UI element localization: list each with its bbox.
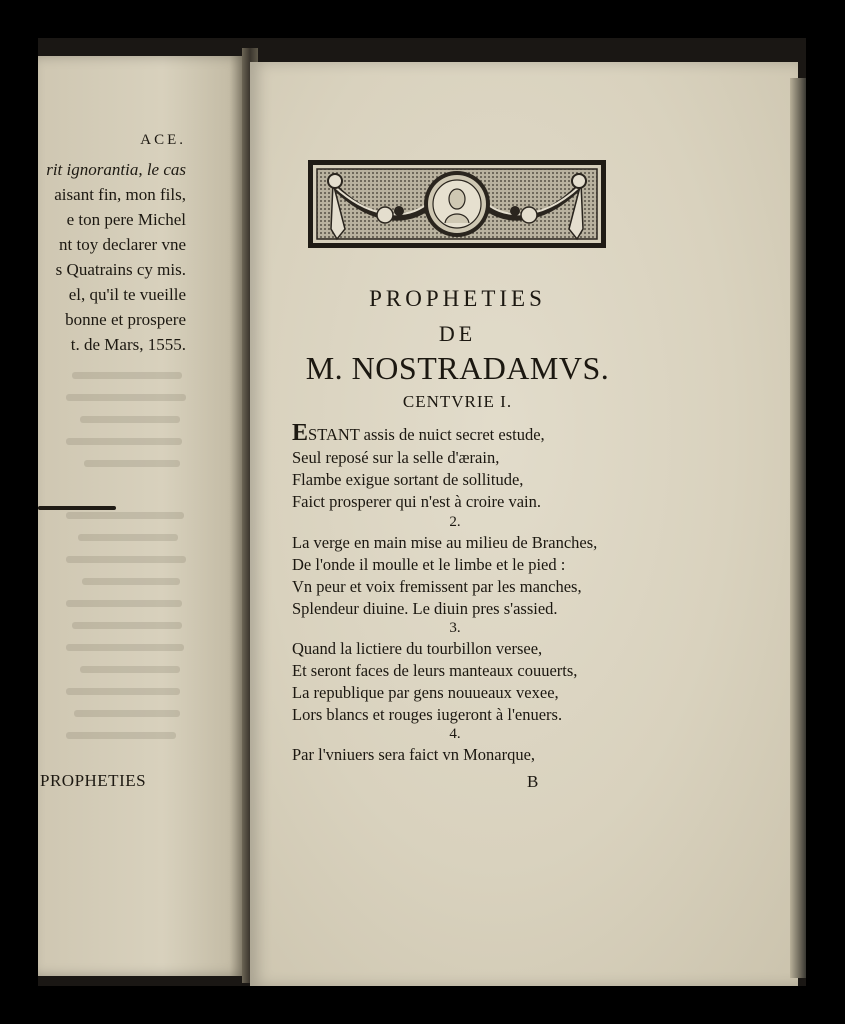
- verse-line-text: STANT assis de nuict secret estude,: [308, 425, 545, 444]
- verse-line: Quand la lictiere du tourbillon versee,: [292, 639, 543, 658]
- quatrain-number: 4.: [449, 726, 461, 742]
- verse-line: Splendeur diuine. Le diuin pres s'assied.: [292, 599, 558, 618]
- left-line-7: bonne et prospere: [65, 310, 186, 329]
- verse-line: Lors blancs et rouges iugeront à l'enuers.: [292, 705, 563, 724]
- title-propheties: PROPHETIES: [369, 286, 546, 311]
- left-page-text: [38, 130, 196, 530]
- left-line-8: t. de Mars, 1555.: [70, 335, 186, 354]
- ornamental-headpiece: [307, 159, 607, 249]
- page-edge: [790, 78, 806, 978]
- quatrain-number: 3.: [449, 620, 461, 636]
- left-line-5: s Quatrains cy mis.: [55, 260, 186, 279]
- signature-mark: B: [527, 772, 539, 791]
- verse-line: La republique par gens nouueaux vexee,: [292, 683, 559, 702]
- quatrain-number: 2.: [449, 514, 461, 530]
- left-line-1: rit ignorantia, le cas: [46, 160, 186, 179]
- left-line-2: aisant fin, mon fils,: [54, 185, 186, 204]
- centurie-heading: CENTVRIE I.: [402, 392, 513, 411]
- drop-cap: E: [292, 420, 309, 446]
- verse-line: Faict prosperer qui n'est à croire vain.: [292, 492, 542, 511]
- verse-line: La verge en main mise au milieu de Branches,: [292, 533, 598, 552]
- left-line-4: nt toy declarer vne: [59, 235, 186, 254]
- left-page-header: ACE.: [140, 132, 186, 148]
- verse-line: De l'onde il moulle et le limbe et le pied :: [292, 555, 566, 574]
- verse-line: [292, 420, 545, 447]
- verse-line: Par l'vniuers sera faict vn Monarque,: [292, 745, 536, 764]
- verse-line: Vn peur et voix fremissent par les manches,: [292, 577, 582, 596]
- left-line-6: el, qu'il te vueille: [68, 285, 186, 304]
- left-line-3: e ton pere Michel: [66, 210, 186, 229]
- verse-line: Flambe exigue sortant de sollitude,: [292, 470, 524, 489]
- verse-line: Et seront faces de leurs manteaux couuerts,: [292, 661, 578, 680]
- section-end-rule: [38, 506, 116, 510]
- title-de: DE: [438, 321, 477, 346]
- title-nostradamus: M. NOSTRADAMVS.: [305, 350, 610, 386]
- verse-line: Seul reposé sur la selle d'ærain,: [292, 448, 500, 467]
- left-catchword: PROPHETIES: [40, 771, 147, 790]
